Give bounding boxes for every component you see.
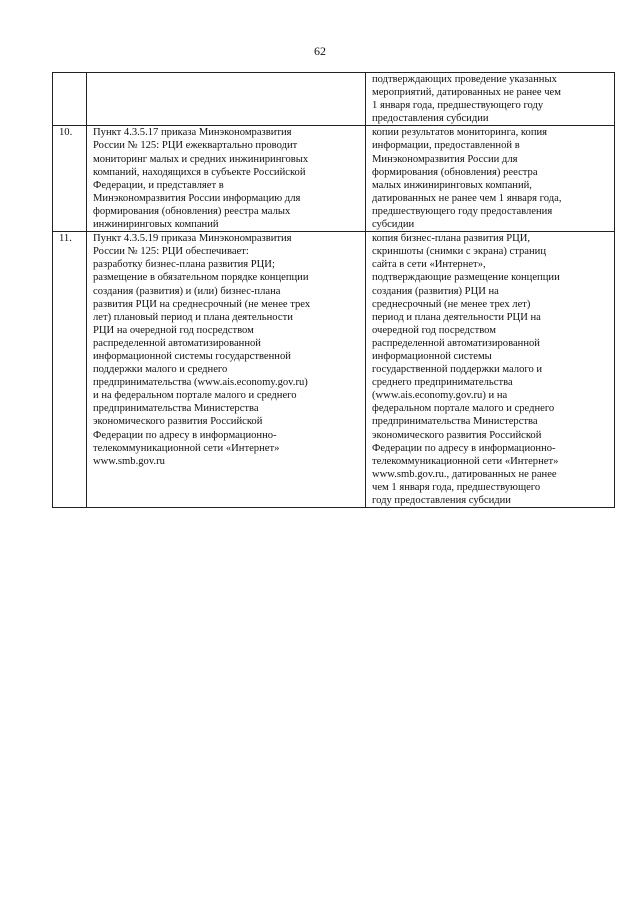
requirement-line: Минэкономразвития России информацию для bbox=[93, 192, 301, 204]
documents-line: государственной поддержки малого и bbox=[372, 364, 543, 376]
documents-cell bbox=[366, 232, 615, 508]
documents-line: датированных не ранее чем 1 января года, bbox=[372, 192, 562, 204]
requirement-line: создания (развития) и (или) бизнес-плана bbox=[93, 285, 281, 297]
documents-line: очередной год посредством bbox=[372, 324, 496, 336]
documents-line: формирования (обновления) реестра bbox=[372, 166, 538, 178]
requirement-cell bbox=[87, 73, 366, 126]
row-number: 10. bbox=[53, 126, 87, 232]
documents-line: малых инжиниринговых компаний, bbox=[372, 179, 532, 191]
documents-line: распределенной автоматизированной bbox=[372, 337, 540, 349]
row-number: 11. bbox=[53, 232, 87, 508]
requirement-line: Пункт 4.3.5.19 приказа Минэкономразвития bbox=[93, 233, 292, 245]
requirement-line: экономического развития Российской bbox=[93, 416, 263, 428]
requirement-line: предпринимательства Министерства bbox=[93, 403, 259, 415]
requirement-line: России № 125: РЦИ обеспечивает: bbox=[93, 246, 249, 258]
documents-line: скриншоты (снимки с экрана) страниц bbox=[372, 246, 546, 258]
documents-cell bbox=[366, 126, 615, 232]
requirement-cell bbox=[87, 126, 366, 232]
documents-line: создания (развития) РЦИ на bbox=[372, 285, 499, 297]
requirement-line: лет) плановый период и плана деятельности bbox=[93, 311, 293, 323]
requirement-line: размещение в обязательном порядке концепции bbox=[93, 272, 309, 284]
requirement-line: компаний, находящихся в субъекте Российской bbox=[93, 166, 306, 178]
requirement-line: Федерации по адресу в информационно- bbox=[93, 429, 277, 441]
requirement-line: мониторинг малых и средних инжиниринговых bbox=[93, 153, 309, 165]
table-row bbox=[53, 232, 615, 508]
documents-line: информационной системы bbox=[372, 350, 492, 362]
requirement-line: развития РЦИ на среднесрочный (не менее трех bbox=[93, 298, 311, 310]
documents-line: (www.ais.economy.gov.ru) и на bbox=[372, 390, 508, 402]
documents-line: году предоставления субсидии bbox=[372, 495, 511, 506]
documents-line: предпринимательства Министерства bbox=[372, 416, 538, 428]
documents-line: период и плана деятельности РЦИ на bbox=[372, 311, 541, 323]
requirement-line: Пункт 4.3.5.17 приказа Минэкономразвития bbox=[93, 127, 292, 139]
requirement-line: предпринимательства (www.ais.economy.gov.ru) bbox=[93, 377, 308, 389]
documents-line: предшествующего году предоставления bbox=[372, 205, 553, 217]
documents-line: субсидии bbox=[372, 219, 415, 231]
row-number bbox=[53, 73, 87, 126]
table-body bbox=[53, 73, 615, 508]
requirement-line: информационной системы государственной bbox=[93, 350, 291, 362]
documents-line: федеральном портале малого и среднего bbox=[372, 403, 555, 415]
requirement-line: формирования (обновления) реестра малых bbox=[93, 205, 291, 217]
documents-line: подтверждающие размещение концепции bbox=[372, 272, 560, 284]
requirement-line: www.smb.gov.ru bbox=[93, 455, 165, 467]
documents-cell bbox=[366, 73, 615, 126]
documents-line: 1 января года, предшествующего году bbox=[372, 100, 544, 112]
requirement-line: распределенной автоматизированной bbox=[93, 337, 261, 349]
requirements-table bbox=[52, 72, 615, 508]
documents-line: сайта в сети «Интернет», bbox=[372, 259, 486, 271]
documents-line: копии результатов мониторинга, копия bbox=[372, 127, 548, 139]
documents-line: телекоммуникационной сети «Интернет» bbox=[372, 455, 559, 467]
requirement-cell bbox=[87, 232, 366, 508]
requirement-line: и на федеральном портале малого и среднего bbox=[93, 390, 297, 402]
requirement-line: РЦИ на очередной год посредством bbox=[93, 324, 254, 336]
documents-line: чем 1 января года, предшествующего bbox=[372, 481, 541, 493]
table-row bbox=[53, 126, 615, 232]
page-number: 62 bbox=[314, 44, 326, 58]
documents-line: Минэкономразвития России для bbox=[372, 153, 518, 165]
documents-line: среднесрочный (не менее трех лет) bbox=[372, 298, 531, 310]
requirement-line: России № 125: РЦИ ежеквартально проводит bbox=[93, 140, 298, 152]
requirement-line: поддержки малого и среднего bbox=[93, 364, 228, 376]
table-row bbox=[53, 73, 615, 126]
documents-line: копия бизнес-плана развития РЦИ, bbox=[372, 233, 531, 245]
requirement-line: инжиниринговых компаний bbox=[93, 219, 219, 231]
documents-line: информации, предоставленной в bbox=[372, 140, 520, 152]
documents-line: подтверждающих проведение указанных bbox=[372, 74, 557, 85]
documents-line: среднего предпринимательства bbox=[372, 377, 513, 389]
documents-line: мероприятий, датированных не ранее чем bbox=[372, 87, 561, 99]
requirement-line: Федерации, и представляет в bbox=[93, 179, 224, 191]
documents-line: предоставления субсидии bbox=[372, 113, 489, 125]
requirement-line: телекоммуникационной сети «Интернет» bbox=[93, 442, 280, 454]
requirement-line: разработку бизнес-плана развития РЦИ; bbox=[93, 259, 275, 271]
documents-line: Федерации по адресу в информационно- bbox=[372, 442, 556, 454]
documents-line: экономического развития Российской bbox=[372, 429, 542, 441]
documents-line: www.smb.gov.ru., датированных не ранее bbox=[372, 468, 557, 480]
